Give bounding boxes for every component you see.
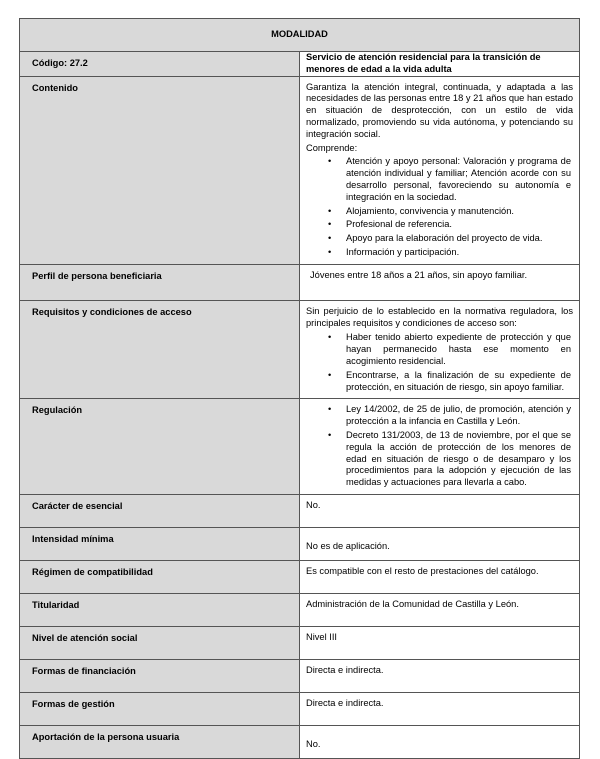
list-item: • Ley 14/2002, de 25 de julio, de promoción, atención y protección a la infancia en Castilla y León.: [306, 404, 573, 428]
aportacion-label: Aportación de la persona usuaria: [20, 725, 300, 758]
service-title: Servicio de atención residencial para la transición de menores de edad a la vida adulta: [300, 52, 580, 77]
regimen-value: Es compatible con el resto de prestaciones del catálogo.: [300, 560, 580, 593]
caracter-label: Carácter de esencial: [20, 494, 300, 527]
titularidad-value: Administración de la Comunidad de Castilla y León.: [300, 593, 580, 626]
row-titularidad: [20, 593, 580, 626]
nivel-value: Nivel III: [300, 626, 580, 659]
list-item: • Información y participación.: [306, 247, 573, 259]
row-requisitos: [20, 300, 580, 399]
requisitos-intro: Sin perjuicio de lo establecido en la normativa reguladora, los principales requisitos y condiciones de acceso son:: [306, 305, 573, 328]
perfil-label: Perfil de persona beneficiaria: [20, 264, 300, 300]
contenido-label: Contenido: [20, 76, 300, 264]
regulacion-label: Regulación: [20, 399, 300, 495]
row-contenido: [20, 76, 580, 264]
row-regulacion: [20, 399, 580, 495]
financiacion-value: Directa e indirecta.: [300, 659, 580, 692]
financiacion-label: Formas de financiación: [20, 659, 300, 692]
gestion-label: Formas de gestión: [20, 692, 300, 725]
list-item: • Atención y apoyo personal: Valoración y programa de atención individual y familiar; Atención acorde con su desarrollo personal, favoreciendo su autonomía e integración en la sociedad.: [306, 156, 573, 203]
list-item: • Decreto 131/2003, de 13 de noviembre, por el que se regula la acción de protección de los menores de edad en situación de riesgo o de desamparo y los procedimientos para la adopción y ejecución de las medidas y actuaciones para llevarla a cabo.: [306, 430, 573, 489]
intensidad-label: Intensidad mínima: [20, 527, 300, 560]
contenido-intro: Garantiza la atención integral, continuada, y adaptada a las necesidades de las personas entre 18 y 21 años que han estado en situación de desprotección, con un estilo de vida normalizado, promoviendo su vida autónoma, y potenciando su integración social.: [306, 81, 573, 139]
regulacion-value: [300, 399, 580, 495]
contenido-value: [300, 76, 580, 264]
list-item: • Profesional de referencia.: [306, 219, 573, 231]
row-financiacion: [20, 659, 580, 692]
regimen-label: Régimen de compatibilidad: [20, 560, 300, 593]
row-gestion: [20, 692, 580, 725]
row-aportacion: [20, 725, 580, 758]
caracter-value: No.: [300, 494, 580, 527]
row-intensidad: [20, 527, 580, 560]
requisitos-label: Requisitos y condiciones de acceso: [20, 300, 300, 399]
list-item: • Encontrarse, a la finalización de su expediente de protección, en situación de riesgo, sin apoyo familiar.: [306, 370, 573, 394]
titularidad-label: Titularidad: [20, 593, 300, 626]
list-item: • Apoyo para la elaboración del proyecto de vida.: [306, 233, 573, 245]
intensidad-value: No es de aplicación.: [300, 527, 580, 560]
perfil-value: Jóvenes entre 18 años a 21 años, sin apoyo familiar.: [300, 264, 580, 300]
table-header: MODALIDAD: [20, 19, 580, 52]
list-item: • Haber tenido abierto expediente de protección y que hayan permanecido hasta ese momento en acogimiento residencial.: [306, 332, 573, 367]
regulacion-list: [306, 404, 573, 489]
aportacion-value: No.: [300, 725, 580, 758]
modality-sheet: [19, 18, 580, 759]
row-regimen: [20, 560, 580, 593]
list-item: • Alojamiento, convivencia y manutención.: [306, 206, 573, 218]
row-nivel: [20, 626, 580, 659]
requisitos-value: [300, 300, 580, 399]
gestion-value: Directa e indirecta.: [300, 692, 580, 725]
requisitos-list: [306, 332, 573, 393]
row-caracter: [20, 494, 580, 527]
row-perfil: [20, 264, 580, 300]
modality-table: [19, 18, 580, 759]
contenido-comprende: Comprende:: [306, 142, 358, 153]
code-label: Código: 27.2: [20, 52, 300, 77]
nivel-label: Nivel de atención social: [20, 626, 300, 659]
contenido-list: [306, 156, 573, 258]
